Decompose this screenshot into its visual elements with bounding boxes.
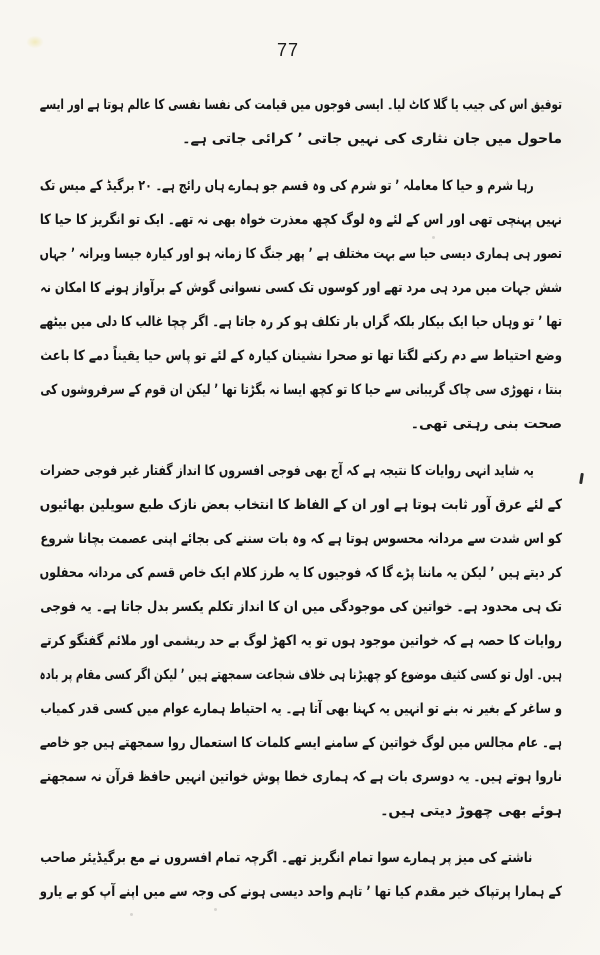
text-line: ہے۔ عام مجالس میں لوگ خواتین کے سامنے ایسے کلمات کا استعمال روا سمجھتے ہیں جو خاصے	[39, 735, 563, 751]
text-line: ہوئے بھی چھوڑ دیتی ہیں۔	[380, 803, 562, 819]
text-line: بنتا ، تھوڑی سی چاک گریبانی سے حیا کا تو کچھ ایسا نہ بگڑتا تھا ٬ لیکن ان قوم کے سرفروشوں کی	[40, 382, 562, 398]
text-line: وضع احتیاط سے دم رکنے لگتا تھا تو صحرا نشینان کیارہ کے لئے تو پاس حیا یقیناً دمے کا باعث	[40, 348, 562, 364]
paragraph	[40, 841, 562, 909]
paragraph	[40, 88, 562, 156]
text-line: کے لئے عرق آور ثابت ہوتا ہے اور ان کے الفاظ کا انتخاب بعض نازک طبع سویلین بھائیوں	[39, 497, 563, 513]
text-line: تک ہی محدود ہے۔ خواتین کی موجودگی میں ان کا انداز تکلم یکسر بدل جاتا ہے۔ یہ فوجی	[40, 599, 563, 615]
text-line: نہیں پہنچی تھی اور اس کے لئے وہ لوگ کچھ معذرت خواہ بھی نہ تھے۔ ایک تو انگریز کا حیا کا	[39, 212, 562, 228]
text-line: یہ شاید انہی روایات کا نتیجہ ہے کہ آج بھی فوجی افسروں کا انداز گفتار غیر فوجی حضرات	[40, 463, 534, 479]
text-line: روایات کا حصہ ہے کہ خواتین موجود ہوں تو یہ اکھڑ لوگ بے حد ریشمی اور ملائم گفتگو کرتے	[40, 633, 563, 649]
text-line: کے ہمارا پرتپاک خیر مقدم کیا تھا ٬ تاہم واحد دیسی ہونے کی وجہ سے میں اپنے آپ کو بے یارو	[39, 884, 562, 900]
text-line: و ساغر کے بغیر نہ بنے تو انہیں یہ کہنا بھی آتا ہے۔ یہ احتیاط ہمارے عوام میں کسی قدر کمیاب	[40, 701, 563, 717]
text-line: تھا ٬ تو وہاں حیا ایک بیکار بلکہ گراں بار تکلف ہو کر رہ جاتا ہے۔ اگر چچا غالب کا دلی میں بیٹھے	[39, 314, 562, 330]
text-line: ناروا ہوتے ہیں۔ یہ دوسری بات ہے کہ ہماری خطا پوش خواتین انہیں حافظ قرآن نہ سمجھتے	[39, 769, 562, 785]
paragraph	[40, 169, 562, 441]
scan-speck	[130, 913, 133, 916]
text-block	[40, 88, 562, 909]
text-line: ناشتے کی میز پر ہمارے سوا تمام انگریز تھے۔ اگرچہ تمام افسروں نے مع برگیڈیئر صاحب	[40, 850, 533, 866]
text-line: صحت بنی رہتی تھی۔	[410, 416, 562, 432]
text-line: ہیں۔ اول تو کسی کثیف موضوع کو چھیڑنا ہی خلاف شجاعت سمجھتے ہیں ٬ لیکن اگر کسی مقام پر بادہ	[39, 667, 563, 683]
page-number: 77	[276, 40, 300, 60]
text-line: توفیق اس کی جیب یا گلا کاٹ لیا۔ ایسی فوجوں میں قیامت کی نفسا نفسی کا عالم ہوتا ہے اور ایسے	[39, 97, 562, 113]
text-line: تصور ہی ہماری دیسی حیا سے بہت مختلف ہے ٬ پھر جنگ کا زمانہ ہو اور کیارہ جیسا ویرانہ ٬ جہاں	[39, 246, 562, 262]
text-line: رہا شرم و حیا کا معاملہ ٬ تو شرم کی وہ قسم جو ہمارے ہاں رائج ہے۔ ۲۰ برگیڈ کے میس تک	[39, 178, 534, 194]
paragraph	[40, 454, 562, 828]
text-line: شش جہات میں مرد ہی مرد تھے اور کوسوں تک کسی نسوانی گوش کے برآواز ہونے کا امکان نہ	[40, 280, 563, 296]
text-line: کو اس شدت سے مردانہ محسوس ہوتا ہے کہ وہ بات سننے کی بجائے اپنی عصمت بچانا شروع	[40, 531, 562, 547]
text-line: ماحول میں جان نثاری کی نہیں جاتی ٬ کرائی جاتی ہے۔	[182, 131, 562, 147]
text-line: کر دیتے ہیں ٬ لیکن یہ ماننا پڑے گا کہ فوجیوں کا یہ طرز کلام ایک خاص قسم کی مردانہ محفلوں	[39, 565, 562, 581]
ink-mark	[579, 473, 584, 484]
